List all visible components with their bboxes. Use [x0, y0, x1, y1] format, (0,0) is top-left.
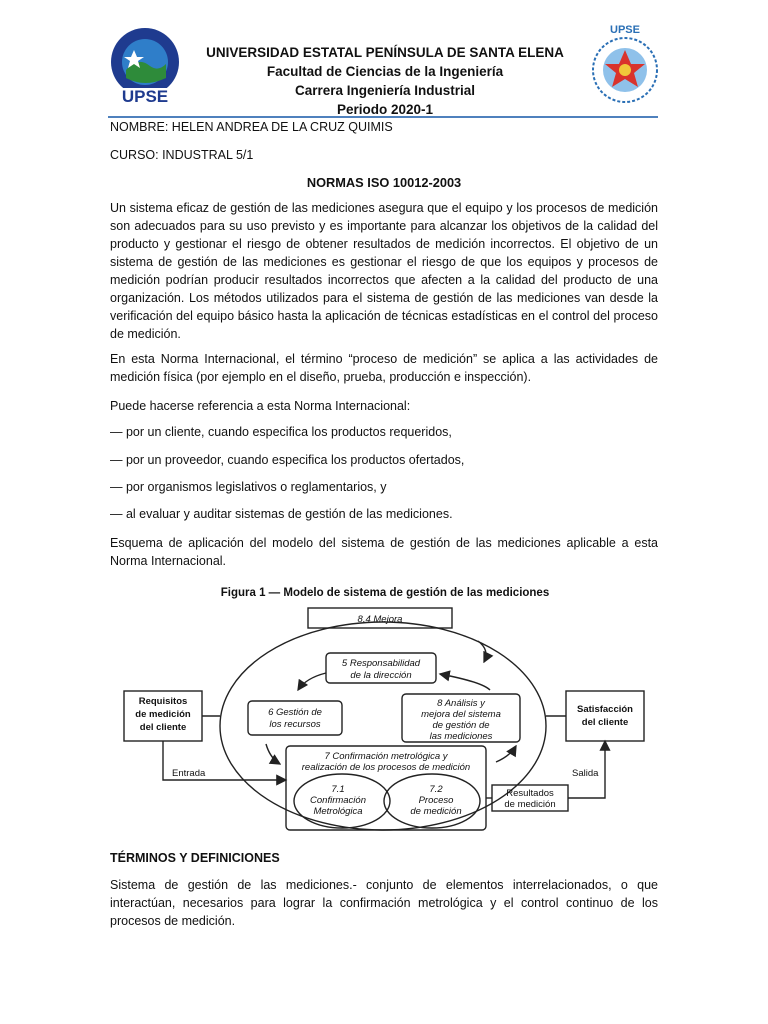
circle-72-line2: de medición [410, 806, 462, 817]
box-responsabilidad-line2: de la dirección [350, 670, 412, 681]
measurement-management-model-diagram [120, 578, 650, 840]
circle-72-number: 7.2 [429, 784, 443, 795]
box-responsabilidad-line1: 5 Responsabilidad [341, 658, 421, 669]
label-salida: Salida [572, 768, 599, 779]
box-recursos-line1: 6 Gestión de [268, 707, 322, 718]
logo-left-text: UPSE [121, 87, 169, 106]
paragraph-scheme: Esquema de aplicación del modelo del sistema de gestión de las mediciones aplicable a esta Norma Internacional. [110, 536, 658, 568]
header-block [200, 43, 570, 119]
box-requisitos-line1: Requisitos [138, 696, 188, 707]
box-satisfaccion-line1: Satisfacción [577, 704, 633, 715]
paragraph-intro: Un sistema eficaz de gestión de las mediciones asegura que el equipo y los procesos de medición son adecuados para su uso previsto y es importante para alcanzar los objetivos de la calidad del producto y gestionar el riesgo de obtener resultados de medición incorrectos. El objetivo de un sistema de gestión de las mediciones es gestionar el riesgo de que los equipos y procesos de medición podrían producir resultados incorrectos que afecten a la calidad del producto de una organización. Los métodos utilizados para el sistema de gestión de las mediciones van desde la verificación del equipo básico hasta la aplicación de técnicas estadísticas en el control del proceso de medición. [110, 201, 658, 341]
arrow-recursos-to-confirmacion [266, 744, 280, 764]
box-confirmacion-line1: 7 Confirmación metrológica y [324, 751, 448, 762]
arrow-resp-to-recursos [298, 673, 326, 690]
arrow-confirmacion-to-analisis [496, 746, 516, 762]
faculty-name: Facultad de Ciencias de la Ingeniería [266, 64, 504, 79]
logo-right-text: UPSE [610, 24, 640, 36]
box-analisis-line4: las mediciones [429, 731, 493, 742]
bullet-item: — por un cliente, cuando especifica los productos requeridos, [110, 425, 452, 439]
box-resultados-line1: Resultados [506, 788, 554, 799]
section-title: TÉRMINOS Y DEFINICIONES [110, 851, 280, 865]
document-title: NORMAS ISO 10012-2003 [306, 175, 462, 190]
box-satisfaccion-line2: del cliente [581, 717, 629, 728]
university-seal-logo [104, 26, 186, 106]
box-confirmacion-line2: realización de los procesos de medición [301, 762, 471, 773]
paragraph-scope: En esta Norma Internacional, el término “proceso de medición” se aplica a las actividades de medición física (por ejemplo en el diseño, prueba, producción e inspección). [110, 352, 658, 384]
faculty-seal-logo [585, 22, 665, 106]
career-name: Carrera Ingeniería Industrial [294, 83, 476, 98]
bullet-item: — por un proveedor, cuando especifica los productos ofertados, [110, 453, 465, 467]
box-resultados-line2: de medición [504, 799, 556, 810]
circle-71-line2: Metrológica [313, 806, 363, 817]
label-entrada: Entrada [172, 768, 206, 779]
circle-71-line1: Confirmación [310, 795, 366, 806]
bullet-item: — por organismos legislativos o reglamentarios, y [110, 480, 387, 494]
header-divider [108, 116, 658, 118]
figure-caption: Figura 1 — Modelo de sistema de gestión de las mediciones [220, 587, 550, 599]
circle-71-number: 7.1 [331, 784, 345, 795]
box-recursos-line2: los recursos [269, 719, 321, 730]
student-name: NOMBRE: HELEN ANDREA DE LA CRUZ QUIMIS [110, 120, 393, 134]
box-analisis-line3: de gestión de [432, 720, 490, 731]
period-label: Periodo 2020-1 [336, 102, 434, 117]
university-name: UNIVERSIDAD ESTATAL PENÍNSULA DE SANTA ELENA [206, 45, 564, 60]
box-analisis-line1: 8 Análisis y [437, 698, 485, 709]
box-analisis-line2: mejora del sistema [421, 709, 501, 720]
arrow-analisis-to-resp [440, 674, 490, 690]
circle-72-line1: Proceso [418, 795, 454, 806]
definition-paragraph: Sistema de gestión de las mediciones.- conjunto de elementos interrelacionados, o que interactúan, necesarios para lograr la confirmación metrológica y el control continuo de los procesos de medición. [110, 878, 658, 928]
box-requisitos-line3: del cliente [139, 722, 187, 733]
box-mejora-label: 8.4 Mejora [357, 614, 403, 625]
box-requisitos-line2: de medición [135, 709, 191, 720]
course-line: CURSO: INDUSTRAL 5/1 [110, 148, 254, 162]
box-satisfaccion [566, 691, 644, 741]
paragraph-reference: Puede hacerse referencia a esta Norma Internacional: [110, 399, 411, 413]
bullet-item: — al evaluar y auditar sistemas de gestión de las mediciones. [110, 507, 453, 521]
